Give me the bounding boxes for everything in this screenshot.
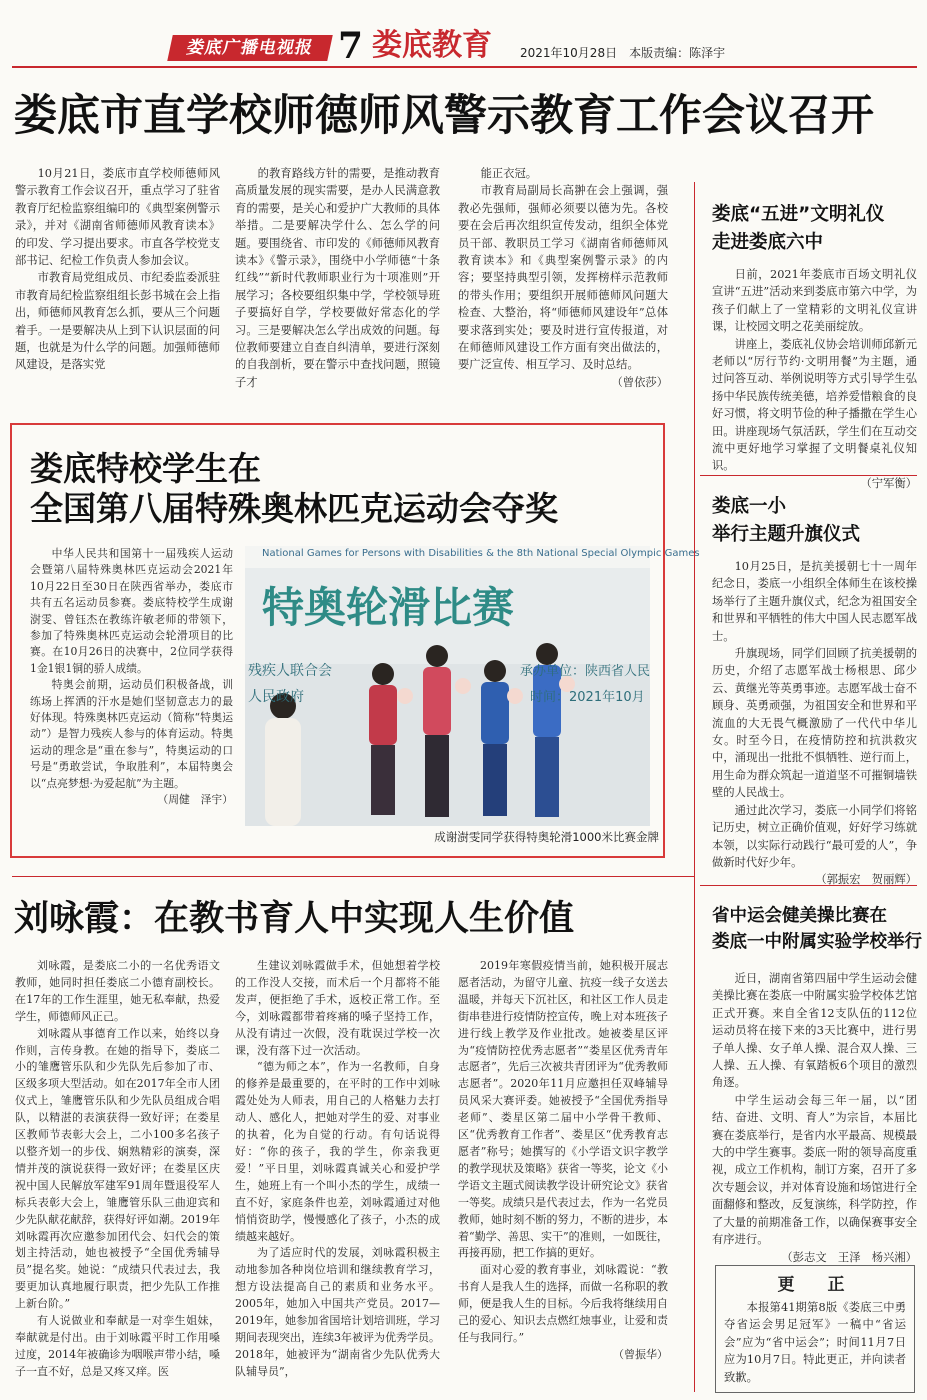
- paragraph: 面对心爱的教育事业，刘咏霞说：“教书育人是我人生的选择，而做一名称职的教师，便是我人生的目标。今后我将继续用自己的爱心、知识去点燃红烛事业，让爱和责任与我同行。”: [458, 1263, 668, 1344]
- paragraph: 日前，2021年娄底市百场文明礼仪宣讲“五进”活动来到娄底市第六中学，为孩子们献上了一堂精彩的文明礼仪宣讲课，让校园文明之花美丽绽放。: [712, 268, 917, 334]
- paragraph: 刘咏霞从事德育工作以来，始终以身作则，言传身教。在她的指导下，娄底二小的雏鹰管乐队和少先队先后参加了市、区级多项大型活动。如在2017年全市人团仪式上，雏鹰管乐队和少先队员组成合唱队，以精湛的表演获得一致好评；在娄星区教师节表彰大会上，二小100多名孩子以整齐划一的步伐、娴熟精彩的演奏，深情并茂的演说获得一致好评；在娄星区庆祝中国人民解放军建军91周年暨退役军人标兵表彰大会上，雏鹰管乐队三曲迎宾和少先队献花献辞，获得好评如潮。2019年刘咏霞再次应邀参加团代会、妇代会的策划主持活动，她也被授予“全国优秀辅导员”提名奖。她说：“成绩只代表过去，我要更加认真地履行职责，把少先队工作推上新台阶。”: [15, 1026, 220, 1311]
- article3-column-3: [458, 958, 668, 1398]
- sidebar-article3-body: [712, 970, 917, 1264]
- sidebar-article3-byline: （彭志文 王泽 杨兴湘）: [781, 1250, 917, 1264]
- sidebar-divider: [694, 182, 695, 1392]
- athlete-figure-3: [481, 660, 509, 816]
- article1-byline: （曾依莎）: [611, 375, 668, 389]
- article3-top-rule: [12, 876, 694, 877]
- paragraph: 讲座上，娄底礼仪协会培训师邱新元老师以“厉行节约·文明用餐”为主题，通过问答互动、举例说明等方式引导学生弘扬中华民族传统美德，培养爱惜粮食的良好习惯，将文明节俭的种子播撒在学生心田。讲座现场气氛活跃，学生们在互动交流中更好地学习掌握了文明餐桌礼仪知识。: [712, 337, 917, 473]
- paragraph: 本报第41期第8版《娄底三中勇夺省运会男足冠军》一稿中“省运会”应为“省中运会”；时间11月7日应为10月7日。特此更正，并向读者致歉。: [724, 1301, 906, 1384]
- article1-column-3: [458, 165, 668, 389]
- paragraph: 有人说做业和奉献是一对孪生姐妹，奉献就是付出。由于刘咏霞平时工作用嗓过度，2014年被确诊为咽喉声带小结，嗓子一直不好，总是又疼又痒。医: [15, 1314, 220, 1378]
- paragraph: 中华人民共和国第十一届残疾人运动会暨第八届特殊奥林匹克运动会2021年10月22日至30日在陕西省举办，娄底市共有五名运动员参赛。娄底特校学生成谢澍雯、曾钰杰在教练许敏老师的带领下，参加了特殊奥林匹克运动会轮滑项目的比赛。在10月26日的决赛中，2位同学获得1金1银1铜的骄人成绩。: [30, 547, 233, 675]
- title-line: 省中运会健美操比赛在: [712, 906, 887, 926]
- correction-body: [716, 1295, 914, 1395]
- photo-sign-right-1: 承办单位：陕西省人民: [520, 664, 651, 679]
- paragraph: 为了适应时代的发展，刘咏霞积极主动地参加各种岗位培训和继续教育学习，想方设法提高自己的素质和业务水平。2005年，她加入中国共产党员。2017—2019年，她参加省国培计划培训班，学习期间表现突出，连续3年被评为优秀学员。2018年，她被评为“湖南省少先队优秀大队辅导员”，: [235, 1246, 440, 1378]
- paragraph: “德为师之本”，作为一名教师，自身的修养是最重要的，在平时的工作中刘咏霞处处为人师表，用自己的人格魅力去打动人、感化人，把她对学生的爱、对事业的执着，化为自觉的行动。有句话说得好：“你的孩子，我的学生，你亲我更爱！”平日里，刘咏霞真诚关心和爱护学生，她班上有一个叫小杰的学生，成绩一直不好，家庭条件也差，刘咏霞通过对他悄悄资助学，慢慢感化了孩子，小杰的成绩越来越好。: [235, 1060, 440, 1243]
- sidebar-article3-title: [712, 903, 922, 955]
- paragraph: 能正衣冠。: [480, 167, 538, 180]
- paragraph: 近日，湖南省第四届中学生运动会健美操比赛在娄底一中附属实验学校体艺馆正式开赛。来自全省12支队伍的112位运动员将在接下来的3天比赛中，进行男子单人操、女子单人操、混合双人操、三人操、五人操、有氧踏板6个项目的激烈角逐。: [712, 972, 917, 1090]
- photo-sign-left-2: 人民政府: [248, 689, 304, 705]
- article1-column-1: [15, 165, 220, 385]
- paragraph: 市教育局党组成员、市纪委监委派驻市教育局纪检监察组组长彭书城在会上指出，师德师风教育怎么抓，要从三个问题着手。一是要解决从上到下认识层面的问题，也就是为什么学的问题。加强师德师风建设，是落实党: [15, 271, 220, 372]
- photo-caption: 成谢澍雯同学获得特奥轮滑1000米比赛金牌: [434, 830, 659, 844]
- title-line: 娄底“五进”文明礼仪: [712, 204, 885, 225]
- article2-headline-line1: 娄底特校学生在: [30, 449, 261, 488]
- article2-byline: （周健 泽宇）: [157, 793, 233, 807]
- paragraph: 生建议刘咏霞做手术，但她想着学校的工作没人交接，而术后一个月都将不能发声，便拒绝了手术，返校正常工作。至今，刘咏霞都带着疼痛的嗓子坚持工作，从没有请过一次假，没有耽误过学校一次课，没有落下过一次活动。: [235, 959, 440, 1057]
- article2-headline-line2: 全国第八届特殊奥林匹克运动会夺奖: [30, 489, 558, 528]
- sidebar-article2-title: [712, 493, 917, 549]
- paragraph: 特奥会前期，运动员们积极备战，训练场上挥洒的汗水是她们坚韧意志力的最好体现。特殊奥林匹克运动（简称“特奥运动”）是智力残疾人参与的体育运动。特奥运动的理念是“重在参与”，特奥运动的口号是“勇敢尝试，争取胜利”，本届特奥会以“点亮梦想·为爱起航”为主题。: [30, 678, 233, 790]
- photo-sign-right-2: 时间：2021年10月: [530, 690, 645, 705]
- title-line: 娄底一小: [712, 496, 787, 517]
- athlete-figure-1: [369, 663, 397, 815]
- page-number: 7: [338, 25, 364, 67]
- title-line: 娄底一中附属实验学校举行: [712, 932, 922, 952]
- photo-banner-title: 特奥轮滑比赛: [262, 583, 515, 632]
- sidebar-article2-body: [712, 558, 917, 887]
- sidebar-article2-byline: （郭振宏 贺丽辉）: [815, 873, 917, 887]
- photo-sign-left-1: 残疾人联合会: [248, 663, 332, 679]
- article3-byline: （曾振华）: [613, 1347, 668, 1361]
- newspaper-logo: 娄底广播电视报: [167, 35, 333, 61]
- sidebar-article1-title: [712, 201, 917, 257]
- sidebar-rule: [700, 475, 917, 476]
- paragraph: 10月21日，娄底市直学校师德师风警示教育工作会议召开，重点学习了驻省教育厅纪检监察组编印的《典型案例警示录》，并对《湖南省师德师风教育读本》的印发、学习提出要求。市直各学校党支部书记、纪检工作负责人参加会议。: [15, 167, 220, 268]
- athlete-figure-2: [423, 645, 451, 817]
- paragraph: 市教育局副局长高翀在会上强调，强教必先强师，强师必须要以德为先。各校要在会后再次组织宣传发动，组织全体党员干部、教职员工学习《湖南省师德师风教育读本》和《典型案例警示录》的内容；要坚持典型引领，发挥榜样示范教师的带头作用；要组织开展师德师风问题大检查、大整治，将“师德师风建设年”总体要求落到实处；要及时进行宣传报道，对在师德师风建设工作方面有突出做法的，要广泛宣传、相互学习、及时总结。: [458, 184, 668, 372]
- paragraph: 2019年寒假疫情当前，她积极开展志愿者活动，为留守儿童、抗疫一线子女送去温暖，并每天下沉社区，和社区工作人员走街串巷进行疫情防控宣传，晚上对本班孩子进行线上教学及作业批改。她被娄星区评为“疫情防控优秀志愿者”“娄星区优秀青年志愿者”，先后三次被共青团评为“优秀教师志愿者”。2020年11月应邀担任双峰辅导员风采大赛评委。她被授予“全国优秀指导老师”、娄星区第二届中小学骨干教师、区“优秀教育工作者”、娄星区“优秀教育志愿者”称号；她撰写的《小学语文识字教学的教学现状及策略》获省一等奖，论文《小学语文主题式阅读教学设计研究论文》获省一等奖。成绩只是代表过去，作为一名党员教师，她时刻不断的努力，不断的进步，本着“勤学、善思、实干”的准则，一如既往，再接再励，把工作搞的更好。: [458, 959, 668, 1260]
- correction-title: 更 正: [777, 1275, 853, 1295]
- masthead-rule: [12, 66, 917, 68]
- sidebar-rule: [700, 885, 917, 886]
- title-line: 举行主题升旗仪式: [712, 524, 861, 545]
- article3-headline: 刘咏霞：在教书育人中实现人生价值: [14, 899, 575, 939]
- paragraph: 通过此次学习，娄底一小同学们将铭记历史，树立正确价值观，好好学习练就本领，以实际行动践行“最可爱的人”，争做新时代好少年。: [712, 803, 917, 869]
- article3-column-2: [235, 958, 440, 1398]
- section-title: 娄底教育: [372, 28, 492, 63]
- title-line: 走进娄底六中: [712, 232, 824, 253]
- article1-headline: 娄底市直学校师德师风警示教育工作会议召开: [14, 91, 874, 141]
- paragraph: 10月25日，是抗美援朝七十一周年纪念日，娄底一小组织全体师生在该校操场举行了主题升旗仪式，纪念为祖国安全和世界和平牺牲的伟大中国人民志愿军战士。: [712, 560, 917, 643]
- paragraph: 中学生运动会每三年一届，以“团结、奋进、文明、育人”为宗旨，本届比赛在娄底举行，是省内水平最高、规模最大的中学生赛事。娄底一附的领导高度重视，成立工作机构，制订方案，召开了多次专题会议，并对体育设施和场馆进行全面翻修和整改，反复演练，科学防控，作了大量的前期准备工作，以确保赛事安全有序进行。: [712, 1093, 917, 1247]
- sidebar-article1-byline: （宁军衡）: [860, 476, 917, 490]
- sidebar-article1-body: [712, 266, 917, 490]
- article3-column-1: [15, 958, 220, 1398]
- article1-column-2: [235, 165, 440, 389]
- paragraph: 刘咏霞，是娄底二小的一名优秀语文教师，她同时担任娄底二小德育副校长。在17年的工作生涯里，她无私奉献，热爱学生，师德师风正己。: [15, 959, 220, 1023]
- correction-box: [715, 1265, 915, 1393]
- paragraph: 的教育路线方针的需要，是推动教育高质量发展的现实需要，是办人民满意教育的需要，是关心和爱护广大教师的具体举措。二是要解决学什么、怎么学的问题。要围绕省、市印发的《师德师风教育读本》《警示录》，围绕中小学师德“十条红线”“新时代教师职业行为十项准则”开展学习；各校要组织集中学，学校领导班子要搞好自学，学校要做好常态化的学习。三是要解决怎么学出成效的问题。每位教师要建立自查自纠清单，要进行深刻的自我剖析，要在警示中查找问题，照镜子才: [235, 167, 440, 389]
- article2-body: [30, 546, 233, 846]
- paragraph: 升旗现场，同学们回顾了抗美援朝的历史，介绍了志愿军战士杨根思、邱少云、黄继光等英勇事迹。志愿军战士奋不顾身、英勇顽强，为祖国安全和世界和平流血的大无畏气概激励了一代代中华儿女。时至今日，在疫情防控和抗洪救灾中，涌现出一批批不惧牺牲、逆行而上，用生命为群众筑起一道道坚不可摧铜墙铁壁的人民战士。: [712, 647, 917, 800]
- photo-banner-subtitle: National Games for Persons with Disabilities & the 8th National Special Olympic Games: [262, 548, 700, 559]
- issue-date-editor: 2021年10月28日 本版责编：陈泽宇: [520, 46, 726, 60]
